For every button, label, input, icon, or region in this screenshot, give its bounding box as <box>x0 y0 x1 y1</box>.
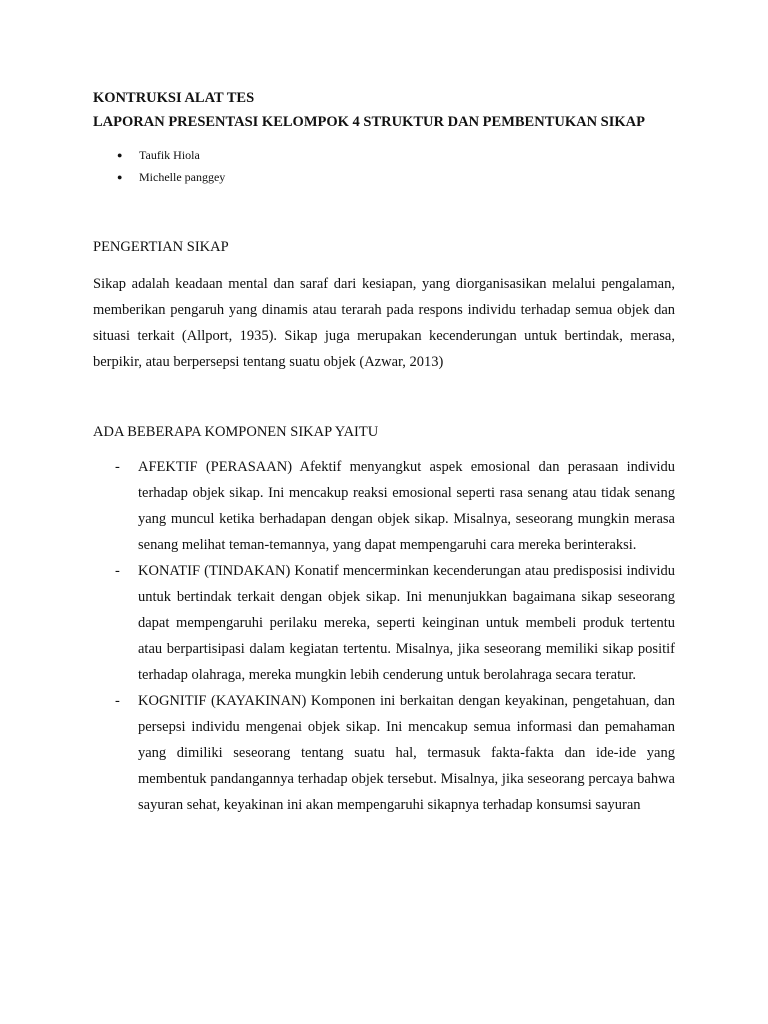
author-name: Taufik Hiola <box>139 148 200 162</box>
component-text: KONATIF (TINDAKAN) Konatif mencerminkan kecenderungan atau predisposisi individu untuk bertindak terkait dengan objek sikap. Ini menunjukkan bagaimana sikap seseorang dapat mempengaruhi perilaku mereka, seperti keinginan untuk membeli produk tertentu atau berpartisipasi dalam kegiatan tertentu. Misalnya, jika seseorang memiliki sikap positif terhadap olahraga, mereka mungkin lebih cenderung untuk berolahraga secara teratur. <box>138 563 675 683</box>
author-item <box>93 166 675 188</box>
dash-marker: - <box>115 459 120 475</box>
component-item-konatif <box>93 558 675 688</box>
definition-paragraph: Sikap adalah keadaan mental dan saraf dari kesiapan, yang diorganisasikan melalui pengalaman, memberikan pengaruh yang dinamis atau terarah pada respons individu terhadap semua objek dan situasi terkait (Allport, 1935). Sikap juga merupakan kecenderungan untuk bertindak, merasa, berpikir, atau berpersepsi tentang suatu objek (Azwar, 2013) <box>93 276 675 370</box>
section-heading-pengertian: PENGERTIAN SIKAP <box>93 239 229 255</box>
dash-marker: - <box>115 693 120 709</box>
author-name: Michelle panggey <box>139 170 226 184</box>
author-list <box>93 144 675 188</box>
dash-marker: - <box>115 563 120 579</box>
component-item-afektif <box>93 454 675 558</box>
author-item <box>93 144 675 166</box>
component-list <box>93 454 675 818</box>
component-text: KOGNITIF (KAYAKINAN) Komponen ini berkaitan dengan keyakinan, pengetahuan, dan persepsi individu mengenai objek sikap. Ini mencakup semua informasi dan pemahaman yang dimiliki seseorang tentang suatu hal, termasuk fakta-fakta dan ide-ide yang membentuk pandangannya terhadap objek tersebut. Misalnya, jika seseorang percaya bahwa sayuran sehat, keyakinan ini akan mempengaruhi sikapnya terhadap konsumsi sayuran <box>138 693 675 813</box>
section-heading-komponen: ADA BEBERAPA KOMPONEN SIKAP YAITU <box>93 424 379 440</box>
document-content <box>93 86 675 818</box>
bullet-icon: ● <box>117 172 123 182</box>
bullet-icon: ● <box>117 150 123 160</box>
document-title-line-2: LAPORAN PRESENTASI KELOMPOK 4 STRUKTUR DAN PEMBENTUKAN SIKAP <box>93 114 645 130</box>
component-text: AFEKTIF (PERASAAN) Afektif menyangkut aspek emosional dan perasaan individu terhadap objek sikap. Ini mencakup reaksi emosional seperti rasa senang atau tidak senang yang muncul ketika berhadapan dengan objek sikap. Misalnya, seseorang mungkin merasa senang melihat teman-temannya, yang dapat mempengaruhi cara mereka berinteraksi. <box>138 459 675 553</box>
document-title-line-1: KONTRUKSI ALAT TES <box>93 90 255 106</box>
component-item-kognitif <box>93 688 675 818</box>
